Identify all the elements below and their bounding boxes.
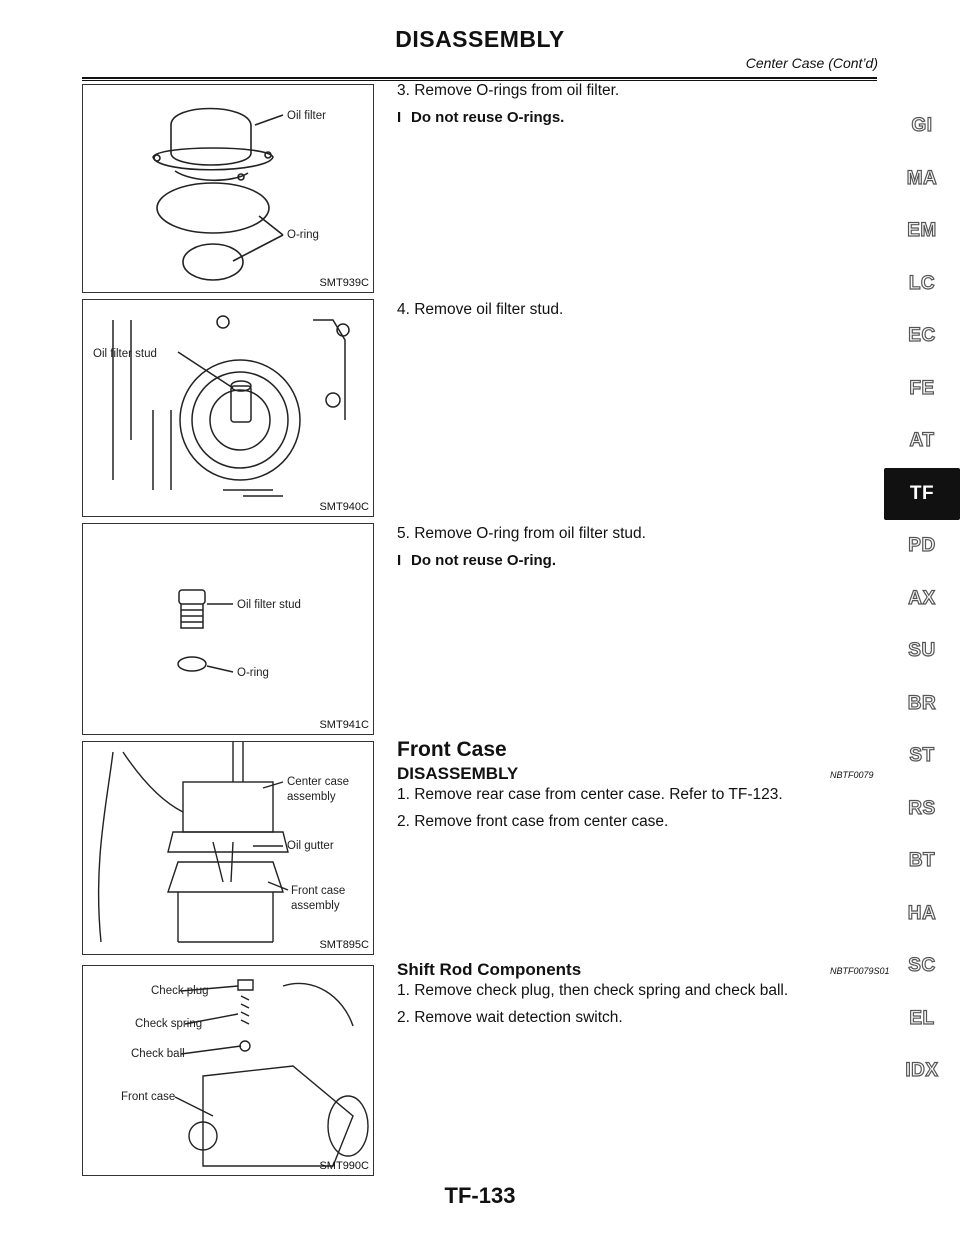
label-o-ring: O-ring [237, 667, 269, 679]
tab-gi[interactable]: GI [911, 115, 933, 137]
page-subtitle: Center Case (Cont’d) [745, 55, 878, 71]
tab-pd[interactable]: PD [908, 535, 936, 557]
label-o-ring: O-ring [287, 229, 319, 241]
step-text: 5. Remove O-ring from oil filter stud. [397, 525, 646, 542]
figure-code: SMT939C [319, 277, 369, 289]
figure-code: SMT940C [319, 501, 369, 513]
subsection-heading [397, 960, 890, 980]
section-shift-rod [397, 960, 890, 1034]
figure-check-plug [82, 965, 374, 1176]
oil-filter-stud-illustration [83, 300, 373, 516]
section-heading: Front Case [397, 738, 507, 761]
label-center-case: Center case [287, 776, 350, 788]
bullet-mark: I [397, 109, 402, 126]
tab-el[interactable]: EL [909, 1007, 935, 1029]
tab-fe[interactable]: FE [909, 377, 935, 399]
figure-oil-filter-orings [82, 84, 374, 293]
caution-text: Do not reuse O-rings. [411, 109, 565, 126]
stud-oring-illustration [83, 524, 373, 734]
tab-idx[interactable]: IDX [905, 1060, 939, 1082]
label-front-case: Front case [121, 1091, 176, 1103]
tab-em[interactable]: EM [907, 220, 937, 242]
page-number: TF-133 [444, 1183, 516, 1208]
label-check-plug: Check plug [151, 985, 209, 997]
label-oil-filter: Oil filter [287, 110, 326, 122]
label-check-ball: Check ball [131, 1048, 185, 1060]
step-text: 1. Remove check plug, then check spring and check ball. [397, 982, 789, 999]
figure-code: SMT990C [319, 1160, 369, 1172]
bullet-mark: I [397, 552, 402, 569]
subsection-heading [397, 764, 874, 784]
page-title: DISASSEMBLY [395, 26, 565, 52]
step-text: 3. Remove O-rings from oil filter. [397, 82, 620, 99]
reference-code: NBTF0079S01 [830, 966, 890, 976]
caution-bullet [397, 550, 847, 571]
tab-sc[interactable]: SC [908, 955, 936, 977]
tab-at[interactable]: AT [909, 430, 935, 452]
step-text: 4. Remove oil filter stud. [397, 301, 564, 318]
label-check-spring: Check spring [135, 1018, 203, 1030]
tab-ha[interactable]: HA [907, 902, 937, 924]
check-plug-illustration [83, 966, 373, 1175]
figure-front-case-removal [82, 741, 374, 955]
step-text: 2. Remove wait detection switch. [397, 1009, 623, 1026]
caution-bullet [397, 107, 847, 128]
front-case-illustration [83, 742, 373, 954]
reference-code: NBTF0079 [830, 770, 874, 780]
step-text: 2. Remove front case from center case. [397, 813, 669, 830]
tab-rs[interactable]: RS [908, 797, 936, 819]
step-text: 1. Remove rear case from center case. Refer to TF-123. [397, 786, 783, 803]
oil-filter-illustration [83, 85, 373, 292]
header-rule [82, 77, 877, 79]
section-index-tabs [884, 100, 960, 1098]
section-oil-filter-orings [397, 80, 847, 128]
subsection-title: Shift Rod Components [397, 960, 582, 979]
figure-code: SMT941C [319, 719, 369, 731]
tab-lc[interactable]: LC [908, 272, 936, 294]
section-oil-filter-stud [397, 299, 847, 326]
figure-oil-filter-stud [82, 299, 374, 517]
label-front-case-assembly: assembly [291, 900, 340, 912]
section-front-case [397, 738, 874, 838]
figure-code: SMT895C [319, 939, 369, 951]
tab-br[interactable]: BR [907, 692, 937, 714]
section-stud-oring [397, 523, 847, 571]
caution-text: Do not reuse O-ring. [411, 552, 557, 569]
tab-su[interactable]: SU [908, 640, 936, 662]
tab-ma[interactable]: MA [906, 167, 938, 189]
tab-ax[interactable]: AX [908, 587, 936, 609]
label-oil-filter-stud: Oil filter stud [93, 348, 157, 360]
label-center-case-assembly: assembly [287, 791, 336, 803]
tab-bt[interactable]: BT [908, 850, 936, 872]
label-front-case: Front case [291, 885, 346, 897]
subsection-title: DISASSEMBLY [397, 764, 519, 783]
label-oil-gutter: Oil gutter [287, 840, 334, 852]
figure-stud-oring [82, 523, 374, 735]
tab-tf[interactable]: TF [884, 468, 960, 521]
label-oil-filter-stud: Oil filter stud [237, 599, 301, 611]
tab-ec[interactable]: EC [908, 325, 936, 347]
tab-st[interactable]: ST [909, 745, 935, 767]
